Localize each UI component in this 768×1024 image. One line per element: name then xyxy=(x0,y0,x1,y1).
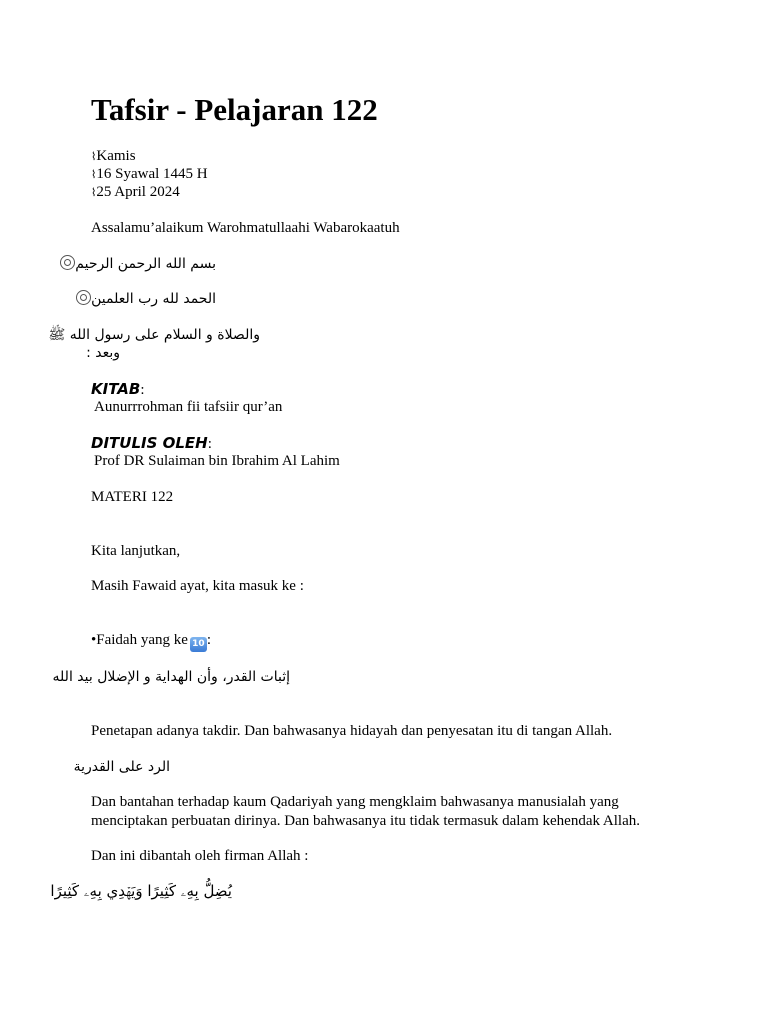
radd-translation: Dan bantahan terhadap kaum Qadariyah yang mengklaim bahwasanya manusialah yang menciptakan perbuatan dirinya. Dan bahwasanya itu tidak termasuk dalam kehendak Allah. xyxy=(91,794,640,829)
date-day-line xyxy=(91,147,136,166)
date-gregorian: 25 April 2024 xyxy=(96,184,180,200)
kitab-value: Aunurrrohman fii tafsiir qur’an xyxy=(94,399,283,415)
radd-arabic: الرد على القدرية xyxy=(73,759,170,775)
ayah-text: يُضِلُّ بِهِۦ كَثِيرًا وَيَهۡدِي بِهِۦ كَثِيرًا xyxy=(50,882,232,900)
date-bullet-icon: ⌇ xyxy=(91,168,97,181)
faidah-heading xyxy=(91,631,211,652)
materi-heading: MATERI 122 xyxy=(91,489,174,505)
author-label: DITULIS OLEH: xyxy=(91,434,212,452)
date-hijri: 16 Syawal 1445 H xyxy=(96,166,208,182)
page-title: Tafsir - Pelajaran 122 xyxy=(91,92,378,127)
date-gregorian-line xyxy=(91,183,180,202)
fawaid-intro: Masih Fawaid ayat, kita masuk ke : xyxy=(91,578,304,594)
faidah-arabic: إثبات القدر، وأن الهداية و الإضلال بيد الله xyxy=(52,669,290,685)
hamdalah-text: الحمد لله رب العلمين xyxy=(91,291,216,307)
basmalah-line xyxy=(57,255,216,273)
intro-text: Kita lanjutkan, xyxy=(91,543,181,559)
wabadu-line: وبعد : xyxy=(86,345,120,361)
author-value: Prof DR Sulaiman bin Ibrahim Al Lahim xyxy=(94,453,340,469)
date-hijri-line xyxy=(91,165,208,184)
greeting: Assalamu’alaikum Warohmatullaahi Wabarokaatuh xyxy=(91,220,400,236)
faidah-suffix: : xyxy=(206,632,212,648)
keycap-ten-icon: 10 xyxy=(190,637,207,652)
ornament-icon xyxy=(76,290,91,305)
kitab-label: KITAB: xyxy=(91,380,145,398)
hamdalah-line xyxy=(73,290,216,308)
faidah-translation: Penetapan adanya takdir. Dan bahwasanya hidayah dan penyesatan itu di tangan Allah. xyxy=(91,723,613,739)
faidah-prefix: •Faidah yang ke xyxy=(91,632,188,648)
date-bullet-icon: ⌇ xyxy=(91,186,97,199)
date-bullet-icon: ⌇ xyxy=(91,150,97,163)
ornament-icon xyxy=(60,255,75,270)
salawat-line: والصلاة و السلام على رسول الله ﷺ xyxy=(48,327,260,343)
basmalah-text: بسم الله الرحمن الرحيم xyxy=(75,256,216,272)
refuted-text: Dan ini dibantah oleh firman Allah : xyxy=(91,848,309,864)
date-day: Kamis xyxy=(96,148,136,164)
